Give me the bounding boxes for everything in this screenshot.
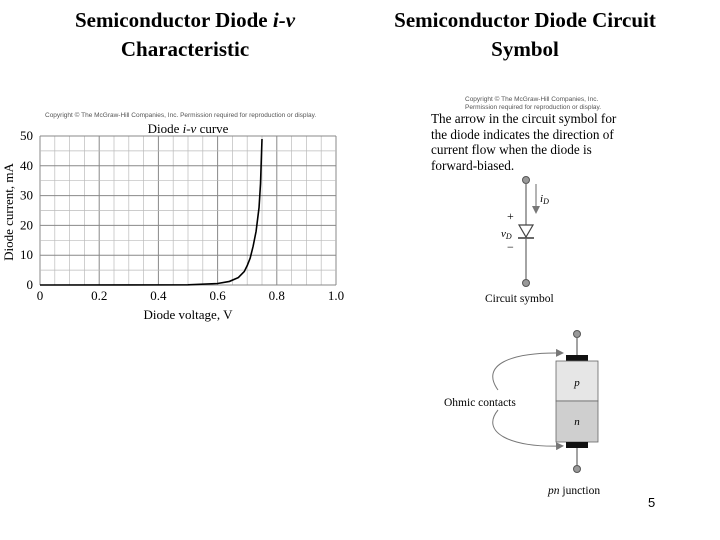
iv-chart xyxy=(0,108,360,328)
circuit-symbol xyxy=(485,177,554,306)
copyright-left: Copyright © The McGraw-Hill Companies, Inc. Permission required for reproduction or display. xyxy=(45,112,317,119)
y-tick-label: 0 xyxy=(26,277,33,292)
ohmic-contacts-label: Ohmic contacts xyxy=(444,397,516,409)
y-tick-label: 50 xyxy=(20,128,33,143)
x-tick-label: 0 xyxy=(36,288,44,303)
diode-arrow-note: The arrow in the circuit symbol for the diode indicates the direction of current flow when the diode is forward-biased. xyxy=(431,111,617,173)
current-label: iD xyxy=(540,193,549,206)
x-tick-label: 1.0 xyxy=(327,288,345,303)
y-axis-label: Diode current, mA xyxy=(1,163,16,261)
chart-title-prefix: Diode xyxy=(147,121,183,136)
chart-ticks xyxy=(20,128,344,303)
left-heading xyxy=(20,6,350,64)
x-tick-label: 0.2 xyxy=(91,288,108,303)
right-heading-line1: Semiconductor Diode Circuit xyxy=(394,8,656,32)
y-tick-label: 20 xyxy=(20,217,33,233)
ohmic-arrow-bottom-icon xyxy=(493,410,562,446)
left-heading-line1-prefix: Semiconductor Diode xyxy=(74,8,273,32)
terminal-top xyxy=(523,177,530,184)
p-label: p xyxy=(574,377,580,389)
diode-triangle xyxy=(519,225,533,237)
chart-title-italic: i-v xyxy=(182,121,197,136)
x-tick-label: 0.4 xyxy=(150,288,167,303)
right-heading xyxy=(355,6,695,64)
chart-title-suffix: curve xyxy=(196,121,229,136)
x-tick-label: 0.6 xyxy=(209,288,226,303)
iv-curve xyxy=(40,139,262,285)
right-heading-line2: Symbol xyxy=(491,37,559,61)
ohmic-contact-top xyxy=(566,355,588,361)
diode-diagrams xyxy=(420,170,670,505)
x-axis-label: Diode voltage, V xyxy=(143,307,233,322)
junction-terminal-top xyxy=(574,331,581,338)
voltage-label: vD xyxy=(501,228,512,241)
circuit-caption: Circuit symbol xyxy=(485,293,554,305)
left-heading-iv: i-v xyxy=(272,8,296,32)
x-tick-label: 0.8 xyxy=(268,288,285,303)
ohmic-arrow-top-icon xyxy=(493,353,562,390)
copyright-right-line2: Permission required for reproduction or display. xyxy=(465,103,602,111)
chart-title xyxy=(148,121,229,136)
copyright-right-line1: Copyright © The McGraw-Hill Companies, Inc. xyxy=(465,96,599,103)
junction-terminal-bottom xyxy=(574,466,581,473)
minus-sign: − xyxy=(507,240,514,254)
chart-grid xyxy=(40,136,336,285)
y-tick-label: 30 xyxy=(20,187,33,203)
ohmic-contact-bottom xyxy=(566,442,588,448)
plus-sign: + xyxy=(507,209,514,223)
pn-junction-caption: pn junction xyxy=(548,485,601,497)
terminal-bottom xyxy=(523,280,530,287)
copyright-right xyxy=(465,96,601,111)
n-label: n xyxy=(574,416,580,428)
pn-junction-diagram xyxy=(444,331,600,498)
left-heading-line2: Characteristic xyxy=(120,37,250,61)
y-tick-label: 40 xyxy=(20,157,33,173)
page-number: 5 xyxy=(648,495,656,510)
y-tick-label: 10 xyxy=(20,247,33,263)
